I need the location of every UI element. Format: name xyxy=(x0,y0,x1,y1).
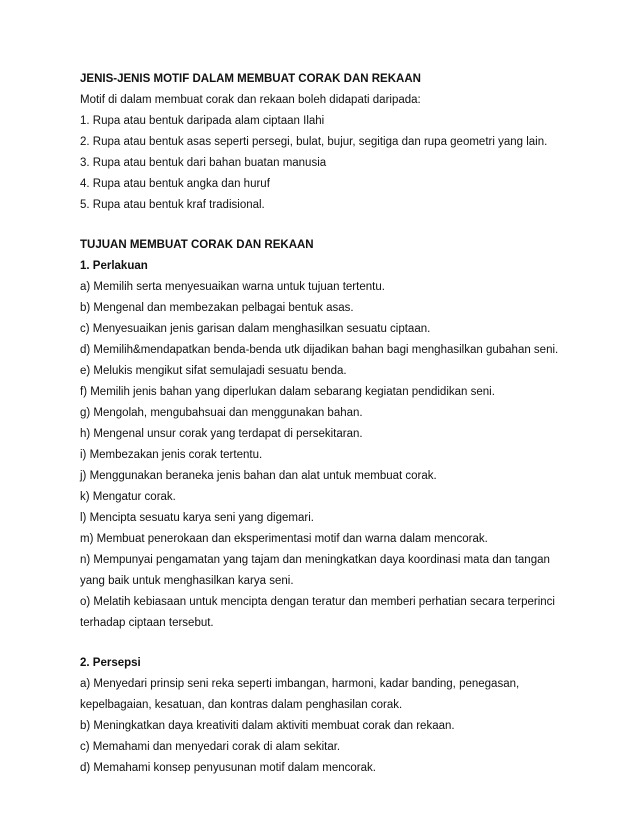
list-item-line: a) Menyedari prinsip seni reka seperti imbangan, harmoni, kadar banding, penegasan, xyxy=(80,678,520,690)
list-item-continuation: yang baik untuk menghasilkan karya seni. xyxy=(80,575,294,587)
list-item: j) Menggunakan beraneka jenis bahan dan alat untuk membuat corak. xyxy=(80,470,437,482)
list-item-continuation: kepelbagaian, kesatuan, dan kontras dalam penghasilan corak. xyxy=(80,699,403,711)
subsection-title-persepsi: 2. Persepsi xyxy=(80,657,141,669)
list-item: f) Memilih jenis bahan yang diperlukan dalam sebarang kegiatan pendidikan seni. xyxy=(80,386,495,398)
list-item: b) Meningkatkan daya kreativiti dalam aktiviti membuat corak dan rekaan. xyxy=(80,720,455,732)
spacer xyxy=(80,634,598,653)
list-item-continuation: terhadap ciptaan tersebut. xyxy=(80,617,214,629)
list-item: h) Mengenal unsur corak yang terdapat di persekitaran. xyxy=(80,428,363,440)
list-item: 4. Rupa atau bentuk angka dan huruf xyxy=(80,178,270,190)
list-item: a) Memilih serta menyesuaikan warna untuk tujuan tertentu. xyxy=(80,281,385,293)
list-item: 5. Rupa atau bentuk kraf tradisional. xyxy=(80,199,265,211)
list-item-line: o) Melatih kebiasaan untuk mencipta dengan teratur dan memberi perhatian secara terperinci xyxy=(80,596,555,608)
intro-text: Motif di dalam membuat corak dan rekaan boleh didapati daripada: xyxy=(80,94,421,106)
list-item: d) Memilih&mendapatkan benda-benda utk dijadikan bahan bagi menghasilkan gubahan seni. xyxy=(80,344,559,356)
list-item: 1. Rupa atau bentuk daripada alam ciptaan Ilahi xyxy=(80,115,325,127)
section-title-motif: JENIS-JENIS MOTIF DALAM MEMBUAT CORAK DAN REKAAN xyxy=(80,73,421,85)
list-item: b) Mengenal dan membezakan pelbagai bentuk asas. xyxy=(80,302,354,314)
list-item: c) Memahami dan menyedari corak di alam sekitar. xyxy=(80,741,341,753)
list-item: l) Mencipta sesuatu karya seni yang digemari. xyxy=(80,512,314,524)
section-title-tujuan: TUJUAN MEMBUAT CORAK DAN REKAAN xyxy=(80,239,314,251)
spacer xyxy=(80,216,598,235)
list-item: c) Menyesuaikan jenis garisan dalam menghasilkan sesuatu ciptaan. xyxy=(80,323,431,335)
list-item: m) Membuat penerokaan dan eksperimentasi motif dan warna dalam mencorak. xyxy=(80,533,488,545)
list-item: i) Membezakan jenis corak tertentu. xyxy=(80,449,263,461)
subsection-title-perlakuan: 1. Perlakuan xyxy=(80,260,148,272)
list-item: d) Memahami konsep penyusunan motif dalam mencorak. xyxy=(80,762,376,774)
list-item: g) Mengolah, mengubahsuai dan menggunakan bahan. xyxy=(80,407,363,419)
list-item-line: n) Mempunyai pengamatan yang tajam dan meningkatkan daya koordinasi mata dan tangan xyxy=(80,554,550,566)
list-item: 3. Rupa atau bentuk dari bahan buatan manusia xyxy=(80,157,327,169)
list-item: 2. Rupa atau bentuk asas seperti persegi, bulat, bujur, segitiga dan rupa geometri yang lain. xyxy=(80,136,548,148)
list-item: e) Melukis mengikut sifat semulajadi sesuatu benda. xyxy=(80,365,347,377)
list-item: k) Mengatur corak. xyxy=(80,491,176,503)
